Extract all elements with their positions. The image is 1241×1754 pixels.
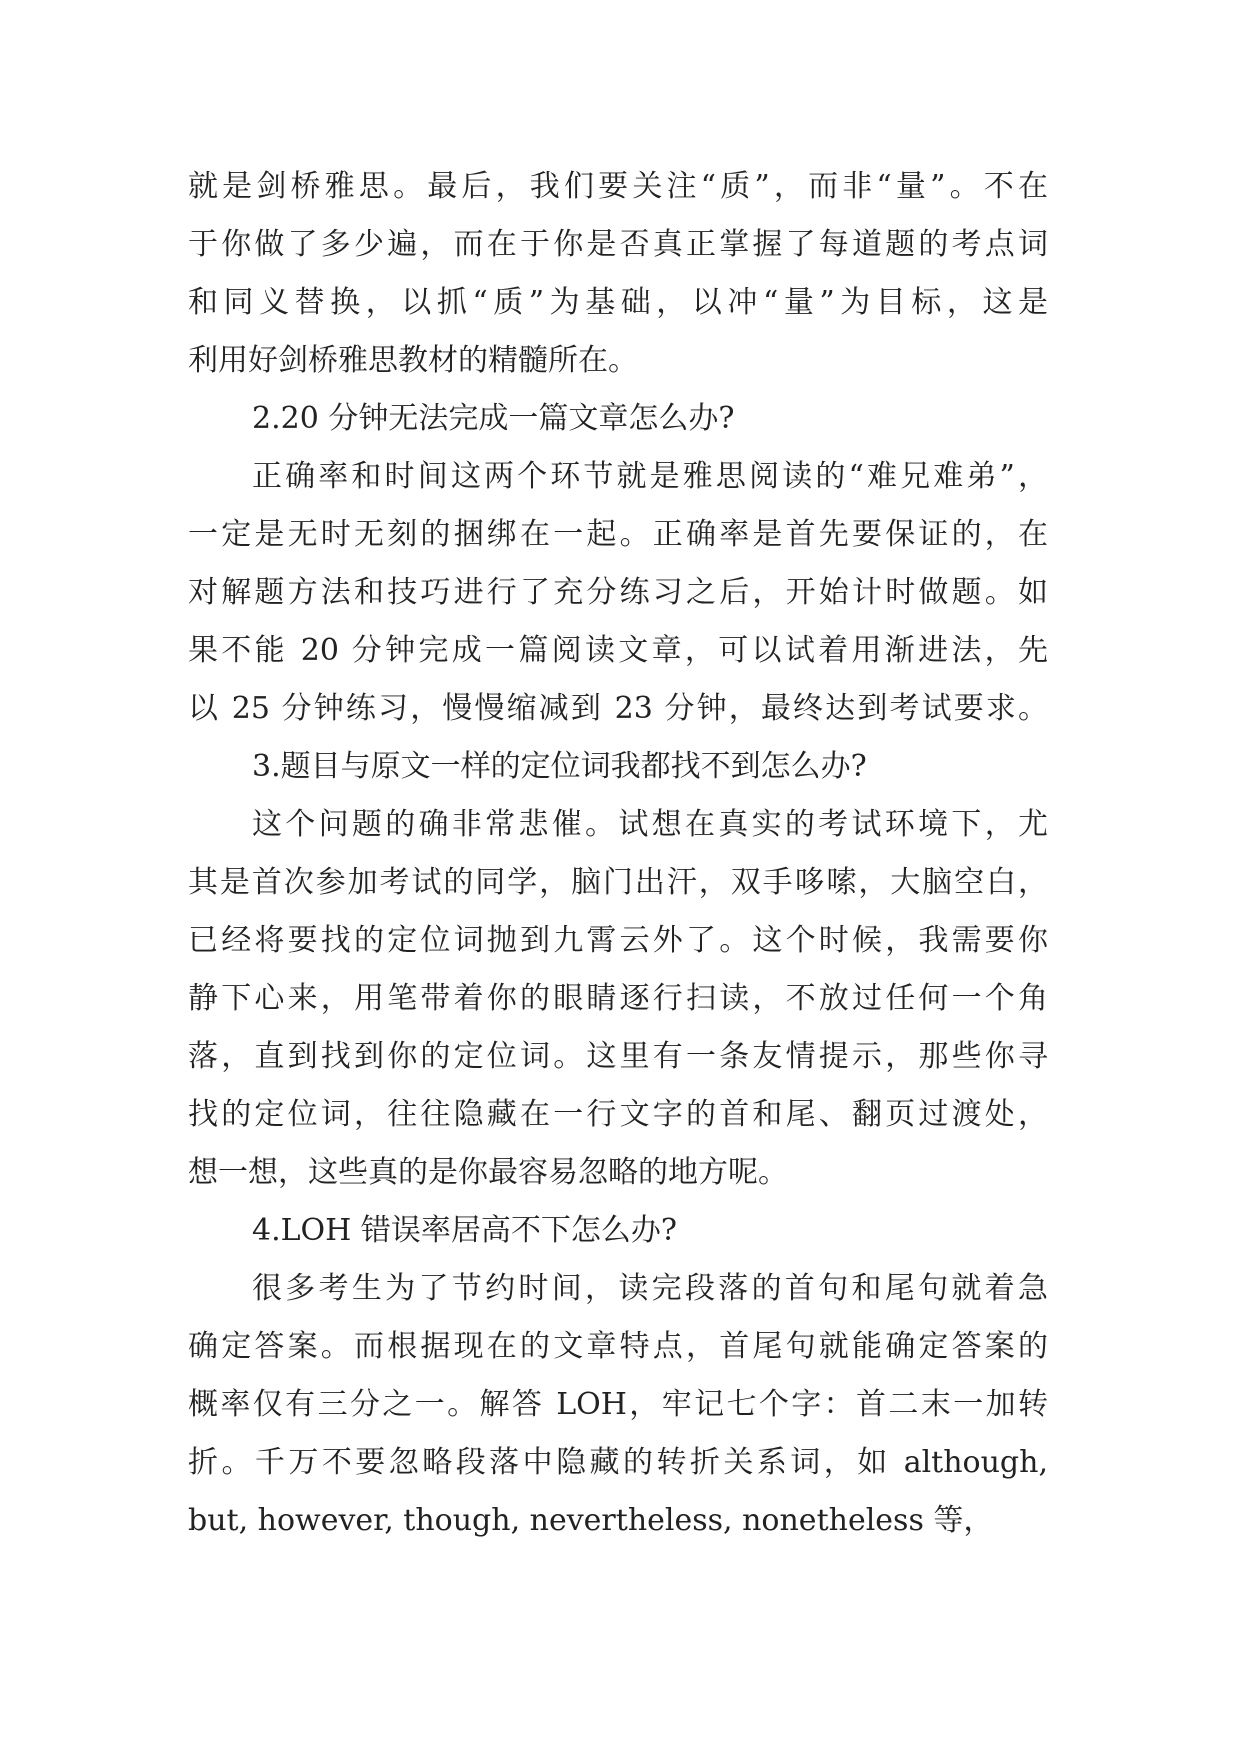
- text-line: 一定是无时无刻的捆绑在一起。正确率是首先要保证的，在: [188, 517, 1048, 552]
- text-line: 很多考生为了节约时间，读完段落的首句和尾句就着急: [252, 1271, 1048, 1306]
- text-line: 利用好剑桥雅思教材的精髓所在。: [188, 343, 638, 378]
- text-line: 静下心来，用笔带着你的眼睛逐行扫读，不放过任何一个角: [188, 981, 1048, 1016]
- section-heading: 3.题目与原文一样的定位词我都找不到怎么办?: [252, 749, 867, 784]
- text-line: 以 25 分钟练习，慢慢缩减到 23 分钟，最终达到考试要求。: [188, 691, 1048, 726]
- text-line: 找的定位词，往往隐藏在一行文字的首和尾、翻页过渡处，: [188, 1097, 1048, 1132]
- text-line: 想一想，这些真的是你最容易忽略的地方呢。: [188, 1155, 788, 1190]
- text-line: 对解题方法和技巧进行了充分练习之后，开始计时做题。如: [188, 575, 1048, 610]
- text-line: 这个问题的确非常悲催。试想在真实的考试环境下，尤: [252, 807, 1048, 842]
- text-line: 就是剑桥雅思。最后，我们要关注“质”，而非“量”。不在: [188, 169, 1048, 204]
- document-body: [188, 158, 1048, 1550]
- text-line: 落，直到找到你的定位词。这里有一条友情提示，那些你寻: [188, 1039, 1048, 1074]
- text-line: 和同义替换，以抓“质”为基础，以冲“量”为目标，这是: [188, 285, 1048, 320]
- text-line: 于你做了多少遍，而在于你是否真正掌握了每道题的考点词: [188, 227, 1048, 262]
- section-heading: 2.20 分钟无法完成一篇文章怎么办?: [252, 401, 735, 436]
- text-line: 果不能 20 分钟完成一篇阅读文章，可以试着用渐进法，先: [188, 633, 1048, 668]
- text-line: 概率仅有三分之一。解答 LOH，牢记七个字：首二末一加转: [188, 1387, 1048, 1422]
- text-line: 其是首次参加考试的同学，脑门出汗，双手哆嗦，大脑空白，: [188, 865, 1048, 900]
- text-line: 折。千万不要忽略段落中隐藏的转折关系词，如 although,: [188, 1445, 1048, 1480]
- text-line: 正确率和时间这两个环节就是雅思阅读的“难兄难弟”，: [252, 459, 1048, 494]
- text-line: but, however, though, nevertheless, nonetheless 等，: [188, 1503, 994, 1538]
- section-heading: 4.LOH 错误率居高不下怎么办?: [252, 1213, 677, 1248]
- text-line: 确定答案。而根据现在的文章特点，首尾句就能确定答案的: [188, 1329, 1048, 1364]
- text-line: 已经将要找的定位词抛到九霄云外了。这个时候，我需要你: [188, 923, 1048, 958]
